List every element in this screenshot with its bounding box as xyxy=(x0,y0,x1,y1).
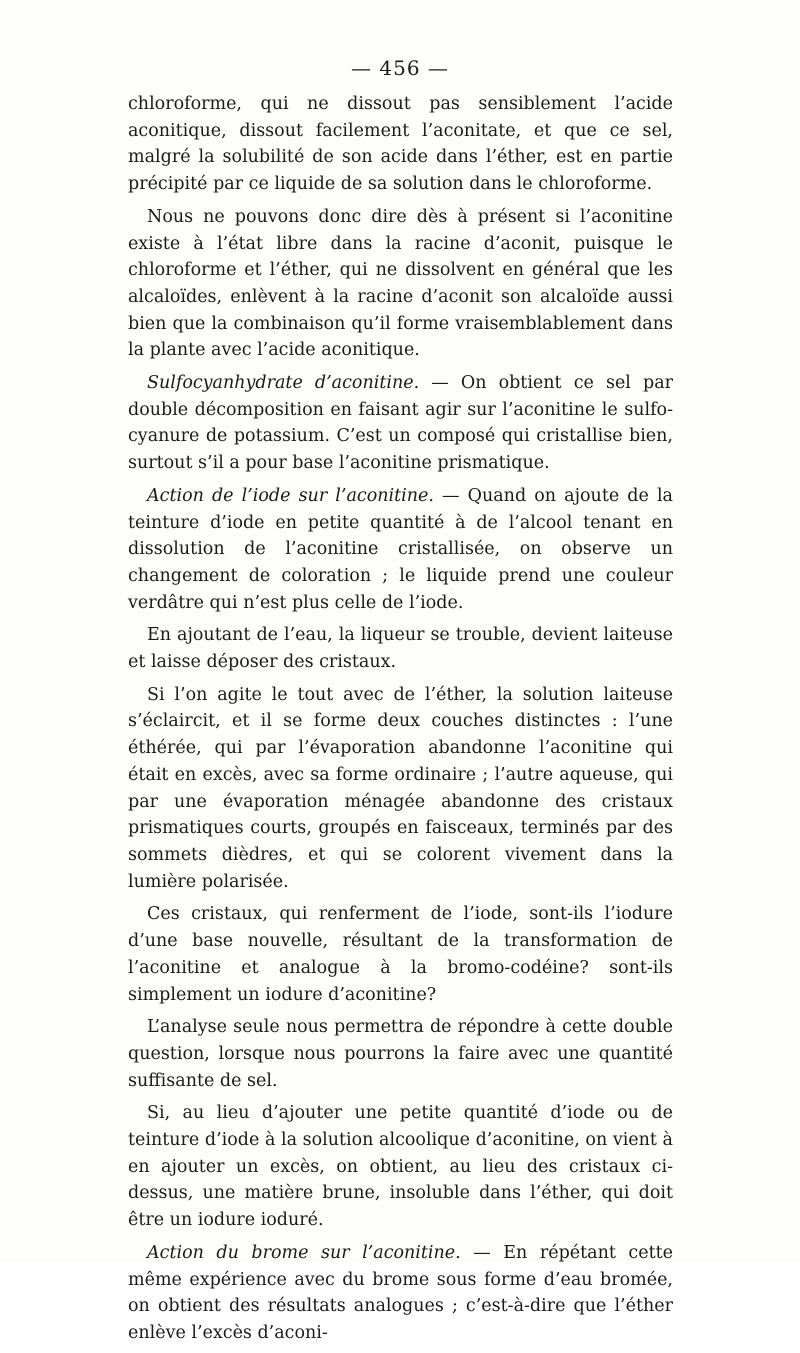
paragraph xyxy=(128,622,673,675)
section-heading: Action de l’iode sur l’aconitine. xyxy=(147,485,434,506)
paragraph xyxy=(128,204,673,364)
paragraph-text: Si, au lieu d’ajouter une petite quantité d’iode ou de teinture d’iode à la solution alcoolique d’aconitine, on vient à en ajouter un excès, on obtient, au lieu des cristaux ci-dessus, une matière brune, insoluble dans l’éther, qui doit être un iodure ioduré. xyxy=(128,1103,673,1231)
paragraph xyxy=(128,1014,673,1094)
paragraph-text: chloroforme, qui ne dissout pas sensiblement l’acide aconitique, dissout facilement l’aconitate, et que ce sel, malgré la solubilité de son acide dans l’éther, est en partie précipité par ce liquide de sa solution dans le chloroforme. xyxy=(128,94,673,195)
paragraph xyxy=(128,1240,673,1347)
paragraph-text: En ajoutant de l’eau, la liqueur se trouble, devient laiteuse et laisse déposer des cristaux. xyxy=(128,625,673,673)
paragraph-text: L’analyse seule nous permettra de répondre à cette double question, lorsque nous pourrons la faire avec une quantité suffisante de sel. xyxy=(128,1017,673,1091)
body-text xyxy=(128,91,673,1353)
paragraph-text: Si l’on agite le tout avec de l’éther, la solution laiteuse s’éclaircit, et il se forme deux couches distinctes : l’une éthérée, qui par l’évaporation abandonne l’aconitine qui était en excès, avec sa forme ordinaire ; l’autre aqueuse, qui par une évaporation ménagée abandonne des cristaux prismatiques courts, groupés en faisceaux, terminés par des sommets dièdres, et qui se colorent vivement dans la lumière polarisée. xyxy=(128,684,673,892)
paragraph xyxy=(128,483,673,617)
paragraph xyxy=(128,1100,673,1234)
paragraph xyxy=(128,91,673,198)
paragraph-text: Ces cristaux, qui renferment de l’iode, sont-ils l’iodure d’une base nouvelle, résultant de la transformation de l’aconitine et analogue à la bromo-codéine? sont-ils simplement un iodure d’aconitine? xyxy=(128,904,673,1005)
paragraph xyxy=(128,370,673,477)
paragraph-text: — En répétant cette même expérience avec du brome sous forme d’eau bromée, on obtient des résultats analogues ; c’est-à-dire que l’éther enlève l’excès d’aconi- xyxy=(128,1242,673,1343)
page-number: — 456 — xyxy=(351,56,449,80)
section-heading: Action du brome sur l’aconitine. xyxy=(147,1242,461,1263)
paragraph xyxy=(128,682,673,896)
paragraph xyxy=(128,901,673,1008)
paragraph-text: Nous ne pouvons donc dire dès à présent si l’aconitine existe à l’état libre dans la racine d’aconit, puisque le chloroforme et l’éther, qui ne dissolvent en général que les alcaloïdes, enlèvent à la racine d’aconit son alcaloïde aussi bien que la combinaison qu’il forme vraisemblablement dans la plante avec l’acide aconitique. xyxy=(128,206,673,361)
paragraph-text: — On obtient ce sel par double décomposition en faisant agir sur l’aconitine le sulfo-cyanure de potassium. C’est un composé qui cristallise bien, surtout s’il a pour base l’aconitine prismatique. xyxy=(128,373,673,474)
paragraph-text: — Quand on ajoute de la teinture d’iode en petite quantité à de l’alcool tenant en dissolution de l’aconitine cristallisée, on observe un changement de coloration ; le liquide prend une couleur verdâtre qui n’est plus celle de l’iode. xyxy=(128,485,673,613)
section-heading: Sulfocyanhydrate d’aconitine. xyxy=(147,373,420,394)
